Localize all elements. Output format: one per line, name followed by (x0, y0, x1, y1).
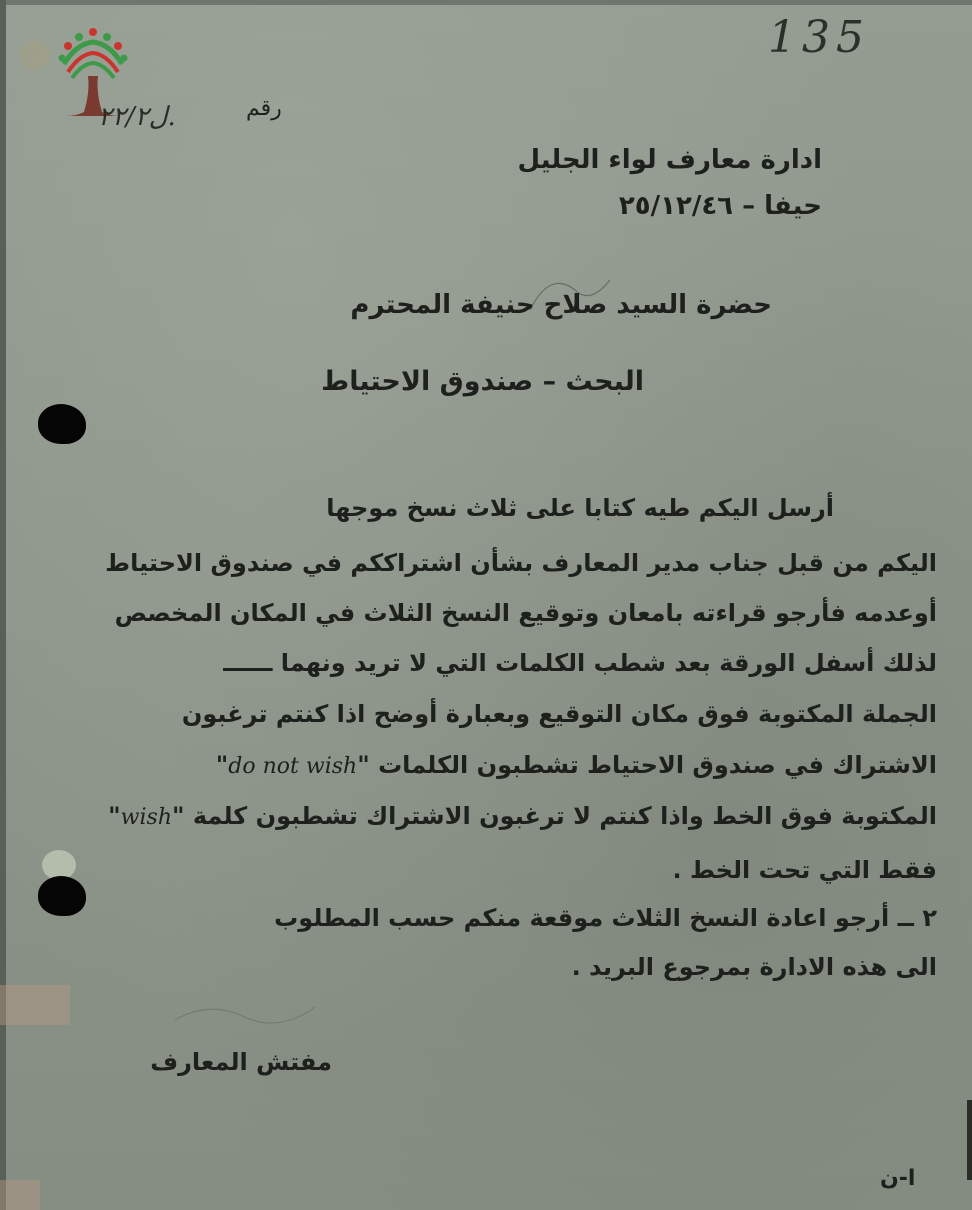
paper-stain (0, 1180, 40, 1210)
body-text-segment: " (108, 802, 121, 830)
body-text-segment: " (215, 751, 229, 779)
body-line: اليكم من قبل جناب مدير المعارف بشأن اشتراككم في صندوق الاحتياط (105, 549, 937, 577)
body-text-segment: الاشتراك في صندوق الاحتياط تشطبون الكلمات " (357, 751, 937, 779)
english-phrase-do-not-wish: do not wish (228, 754, 358, 779)
body-line: الى هذه الادارة بمرجوع البريد . (571, 953, 937, 981)
scan-edge-top (0, 0, 972, 5)
punch-hole-top (38, 404, 86, 444)
body-line: الجملة المكتوبة فوق مكان التوقيع وبعبارة أوضح اذا كنتم ترغبون (181, 700, 937, 728)
body-line: أوعدمه فأرجو قراءته بامعان وتوقيع النسخ الثلاث في المكان المخصص (114, 599, 937, 627)
body-text-segment: المكتوبة فوق الخط واذا كنتم لا ترغبون الاشتراك تشطبون كلمة " (172, 802, 937, 830)
page-number: 135 (768, 12, 870, 63)
scan-edge-right (967, 1100, 972, 1180)
punch-hole-bottom (38, 876, 86, 916)
reference-number: ل٢٢/٢. (98, 102, 176, 132)
body-line (216, 753, 937, 778)
paper-stain (20, 40, 50, 70)
scan-edge-left (0, 0, 6, 1210)
paper-stain (0, 985, 70, 1025)
body-line: فقط التي تحت الخط . (672, 856, 937, 884)
addressee-line: حضرة السيد صلاح حنيفة المحترم (350, 290, 772, 320)
signature-title: مفتش المعارف (150, 1048, 332, 1076)
body-line: لذلك أسفل الورقة بعد شطب الكلمات التي لا تريد ونهما ــــــ (223, 649, 937, 677)
footer-code: ا-ن (880, 1166, 916, 1191)
reference-label: رقم (246, 96, 282, 121)
body-line: ٢ ــ أرجو اعادة النسخ الثلاث موقعة منكم حسب المطلوب (274, 904, 937, 932)
subject-line: البحث – صندوق الاحتياط (321, 366, 644, 397)
body-line (108, 804, 937, 829)
sender-department: ادارة معارف لواء الجليل (517, 145, 822, 175)
body-line: أرسل اليكم طيه كتابا على ثلاث نسخ موجها (326, 494, 834, 522)
english-word-wish: wish (120, 805, 172, 830)
letter-date: حيفا – ٢٥/١٢/٤٦ (618, 191, 822, 221)
faint-pencil-mark (170, 995, 320, 1035)
